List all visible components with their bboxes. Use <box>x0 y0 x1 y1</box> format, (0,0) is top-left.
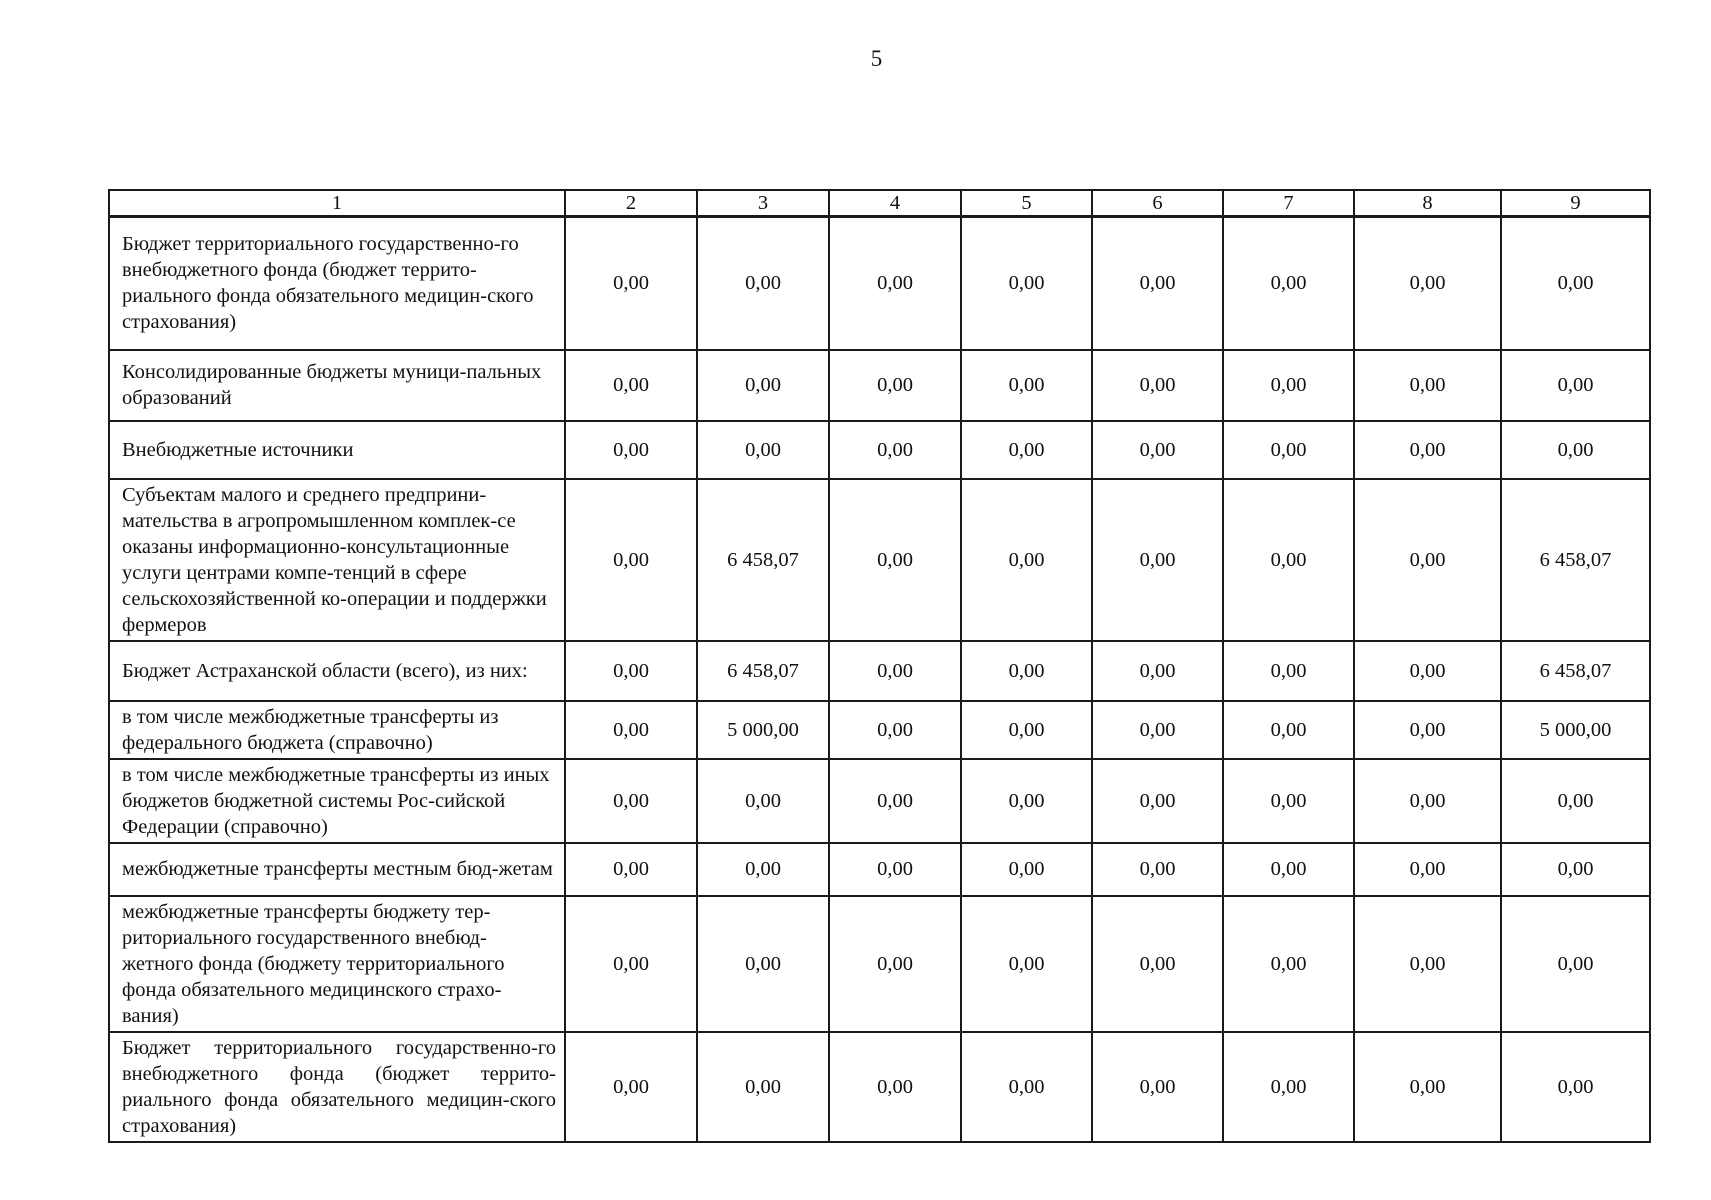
row-value: 0,00 <box>1501 759 1650 843</box>
row-value: 6 458,07 <box>1501 641 1650 701</box>
row-value: 0,00 <box>565 843 697 896</box>
table-row <box>109 759 1650 843</box>
row-value: 0,00 <box>1092 701 1223 759</box>
row-value: 0,00 <box>565 421 697 479</box>
row-value: 0,00 <box>961 843 1092 896</box>
row-value: 0,00 <box>1354 896 1501 1032</box>
row-value: 0,00 <box>697 1032 829 1142</box>
row-value: 0,00 <box>1092 421 1223 479</box>
row-value: 0,00 <box>565 759 697 843</box>
row-value: 0,00 <box>565 217 697 350</box>
row-value: 0,00 <box>961 421 1092 479</box>
row-value: 0,00 <box>1223 759 1354 843</box>
column-header: 4 <box>829 190 961 217</box>
column-header: 7 <box>1223 190 1354 217</box>
table-row <box>109 350 1650 421</box>
row-value: 0,00 <box>565 896 697 1032</box>
row-value: 0,00 <box>697 421 829 479</box>
row-value: 0,00 <box>1223 843 1354 896</box>
row-value: 0,00 <box>1501 350 1650 421</box>
column-header: 9 <box>1501 190 1650 217</box>
row-value: 6 458,07 <box>697 641 829 701</box>
row-value: 0,00 <box>961 759 1092 843</box>
row-value: 0,00 <box>1354 421 1501 479</box>
row-label: Субъектам малого и среднего предприни-мательства в агропромышленном комплек-се оказаны информационно-консультационные услуги центрами компе-тенций в сфере сельскохозяйственной ко-операции и поддержки фермеров <box>109 479 565 641</box>
budget-table <box>108 189 1651 1143</box>
table-row <box>109 641 1650 701</box>
row-value: 0,00 <box>961 350 1092 421</box>
row-value: 0,00 <box>961 896 1092 1032</box>
row-value: 0,00 <box>1354 641 1501 701</box>
row-value: 0,00 <box>1092 843 1223 896</box>
row-value: 0,00 <box>697 217 829 350</box>
row-value: 0,00 <box>1501 421 1650 479</box>
row-value: 6 458,07 <box>697 479 829 641</box>
row-value: 0,00 <box>829 1032 961 1142</box>
row-value: 0,00 <box>829 701 961 759</box>
row-value: 0,00 <box>1223 217 1354 350</box>
column-header: 8 <box>1354 190 1501 217</box>
column-header: 1 <box>109 190 565 217</box>
row-value: 0,00 <box>1223 350 1354 421</box>
table-row <box>109 1032 1650 1142</box>
row-value: 0,00 <box>697 759 829 843</box>
row-value: 5 000,00 <box>697 701 829 759</box>
row-value: 0,00 <box>697 843 829 896</box>
row-value: 0,00 <box>1092 1032 1223 1142</box>
row-value: 0,00 <box>961 479 1092 641</box>
row-value: 0,00 <box>829 421 961 479</box>
row-value: 0,00 <box>697 896 829 1032</box>
row-label: Консолидированные бюджеты муници-пальных образований <box>109 350 565 421</box>
row-value: 0,00 <box>565 641 697 701</box>
row-label: Бюджет территориального государственно-го внебюджетного фонда (бюджет террито-риального фонда обязательного медицин-ского страхования) <box>109 217 565 350</box>
row-value: 5 000,00 <box>1501 701 1650 759</box>
row-value: 0,00 <box>1092 759 1223 843</box>
row-value: 0,00 <box>697 350 829 421</box>
row-value: 0,00 <box>1092 350 1223 421</box>
row-value: 6 458,07 <box>1501 479 1650 641</box>
row-value: 0,00 <box>961 701 1092 759</box>
row-value: 0,00 <box>1354 701 1501 759</box>
row-value: 0,00 <box>829 759 961 843</box>
table-row <box>109 421 1650 479</box>
row-label: в том числе межбюджетные трансферты из иных бюджетов бюджетной системы Рос-сийской Федерации (справочно) <box>109 759 565 843</box>
row-value: 0,00 <box>1354 350 1501 421</box>
row-value: 0,00 <box>1092 217 1223 350</box>
row-value: 0,00 <box>1354 217 1501 350</box>
row-value: 0,00 <box>1501 843 1650 896</box>
row-value: 0,00 <box>1501 896 1650 1032</box>
row-value: 0,00 <box>1092 641 1223 701</box>
table-row <box>109 843 1650 896</box>
page-number: 5 <box>870 46 883 71</box>
row-value: 0,00 <box>1223 641 1354 701</box>
row-value: 0,00 <box>565 701 697 759</box>
row-value: 0,00 <box>1354 479 1501 641</box>
row-label: Бюджет территориального государственно-го внебюджетного фонда (бюджет террито-риального фонда обязательного медицин-ского страхования) <box>109 1032 565 1142</box>
row-value: 0,00 <box>1354 759 1501 843</box>
column-header: 3 <box>697 190 829 217</box>
row-value: 0,00 <box>1223 479 1354 641</box>
row-value: 0,00 <box>1092 896 1223 1032</box>
table-row <box>109 701 1650 759</box>
row-label: в том числе межбюджетные трансферты из федерального бюджета (справочно) <box>109 701 565 759</box>
column-number-row <box>109 190 1650 217</box>
row-value: 0,00 <box>1501 217 1650 350</box>
row-label: межбюджетные трансферты местным бюд-жетам <box>109 843 565 896</box>
table-row <box>109 217 1650 350</box>
row-value: 0,00 <box>829 479 961 641</box>
column-header: 5 <box>961 190 1092 217</box>
row-label: Внебюджетные источники <box>109 421 565 479</box>
column-header: 2 <box>565 190 697 217</box>
column-header: 6 <box>1092 190 1223 217</box>
row-value: 0,00 <box>1092 479 1223 641</box>
row-value: 0,00 <box>829 350 961 421</box>
row-value: 0,00 <box>1223 701 1354 759</box>
table-row <box>109 479 1650 641</box>
row-value: 0,00 <box>1501 1032 1650 1142</box>
row-value: 0,00 <box>829 896 961 1032</box>
row-value: 0,00 <box>565 479 697 641</box>
row-value: 0,00 <box>829 843 961 896</box>
row-value: 0,00 <box>565 1032 697 1142</box>
row-value: 0,00 <box>565 350 697 421</box>
row-label: межбюджетные трансферты бюджету тер-риториального государственного внебюд-жетного фонда (бюджету территориального фонда обязательного медицинского страхо-вания) <box>109 896 565 1032</box>
row-value: 0,00 <box>961 641 1092 701</box>
row-label: Бюджет Астраханской области (всего), из них: <box>109 641 565 701</box>
row-value: 0,00 <box>1354 1032 1501 1142</box>
row-value: 0,00 <box>829 641 961 701</box>
row-value: 0,00 <box>1223 1032 1354 1142</box>
row-value: 0,00 <box>829 217 961 350</box>
row-value: 0,00 <box>961 1032 1092 1142</box>
row-value: 0,00 <box>1223 896 1354 1032</box>
row-value: 0,00 <box>961 217 1092 350</box>
table-row <box>109 896 1650 1032</box>
row-value: 0,00 <box>1354 843 1501 896</box>
row-value: 0,00 <box>1223 421 1354 479</box>
